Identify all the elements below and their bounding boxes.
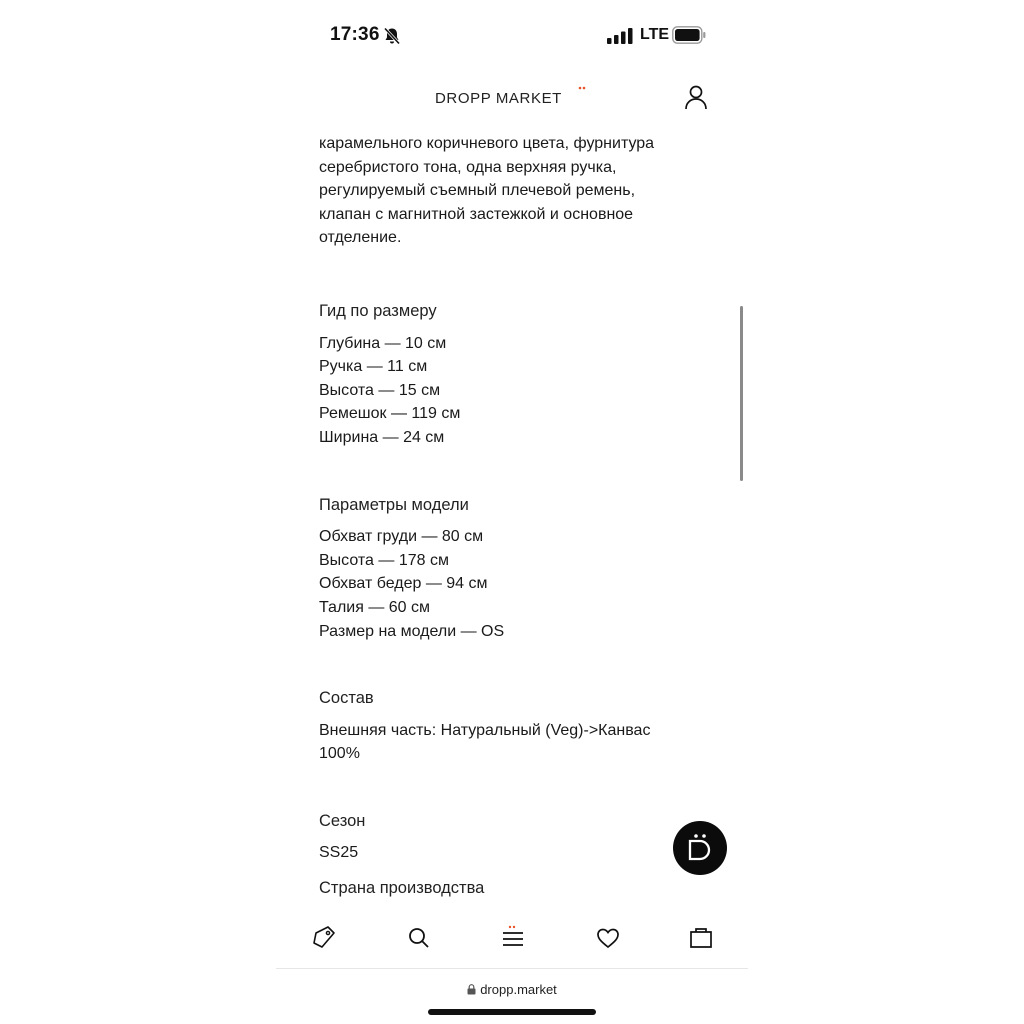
model-params-item: Размер на модели — OS — [319, 622, 505, 640]
scrollbar[interactable] — [740, 306, 743, 481]
logo-dots-icon — [578, 86, 586, 90]
composition-list — [319, 719, 699, 766]
network-label: LTE — [640, 26, 670, 43]
size-guide-item: Ширина — 24 см — [319, 428, 445, 446]
url-text: dropp.market — [480, 982, 557, 997]
menu-icon[interactable] — [499, 924, 527, 952]
size-guide-item: Ручка — 11 см — [319, 358, 428, 376]
season-value: SS25 — [319, 844, 359, 862]
size-guide-title: Гид по размеру — [319, 301, 437, 320]
chat-icon — [687, 833, 713, 861]
size-guide-item: Глубина — 10 см — [319, 334, 447, 352]
description-line: серебристого тона, одна верхняя ручка, — [319, 158, 617, 176]
site-header — [276, 78, 748, 118]
user-icon[interactable] — [684, 84, 708, 110]
country-title: Страна производства — [319, 879, 485, 898]
status-time: 17:36 — [330, 24, 380, 45]
model-params-title: Параметры модели — [319, 495, 469, 514]
divider — [276, 968, 748, 969]
product-details — [319, 132, 699, 910]
home-indicator[interactable] — [428, 1009, 596, 1015]
battery-icon — [672, 26, 706, 44]
status-bar — [276, 20, 748, 50]
bottom-tab-bar — [276, 910, 748, 968]
size-guide-item: Ремешок — 119 см — [319, 405, 461, 423]
season-title: Сезон — [319, 811, 366, 830]
bell-slash-icon — [382, 26, 402, 46]
description-line: карамельного коричневого цвета, фурнитура — [319, 135, 655, 152]
model-params-list — [319, 525, 699, 643]
phone-screen — [276, 0, 748, 1024]
chat-button[interactable] — [673, 821, 727, 875]
size-guide-list — [319, 332, 699, 450]
model-params-item: Обхват груди — 80 см — [319, 528, 484, 546]
size-guide-item: Высота — 15 см — [319, 381, 441, 399]
bag-icon[interactable] — [687, 924, 715, 952]
description-text — [319, 132, 699, 250]
tag-icon[interactable] — [310, 924, 338, 952]
search-icon[interactable] — [405, 924, 433, 952]
model-params-item: Талия — 60 см — [319, 598, 431, 616]
composition-line: 100% — [319, 745, 360, 763]
model-params-item: Обхват бедер — 94 см — [319, 575, 488, 593]
model-params-item: Высота — 178 см — [319, 551, 449, 569]
browser-url-bar[interactable] — [276, 975, 748, 1003]
lock-icon — [467, 984, 476, 995]
signal-icon — [607, 28, 633, 44]
description-line: отделение. — [319, 229, 402, 247]
composition-title: Состав — [319, 689, 374, 708]
site-logo[interactable]: DROPP MARKET — [435, 90, 562, 107]
heart-icon[interactable] — [594, 924, 622, 952]
description-line: клапан с магнитной застежкой и основное — [319, 205, 634, 223]
composition-line: Внешняя часть: Натуральный (Veg)->Канвас — [319, 721, 651, 739]
description-line: регулируемый съемный плечевой ремень, — [319, 182, 636, 200]
